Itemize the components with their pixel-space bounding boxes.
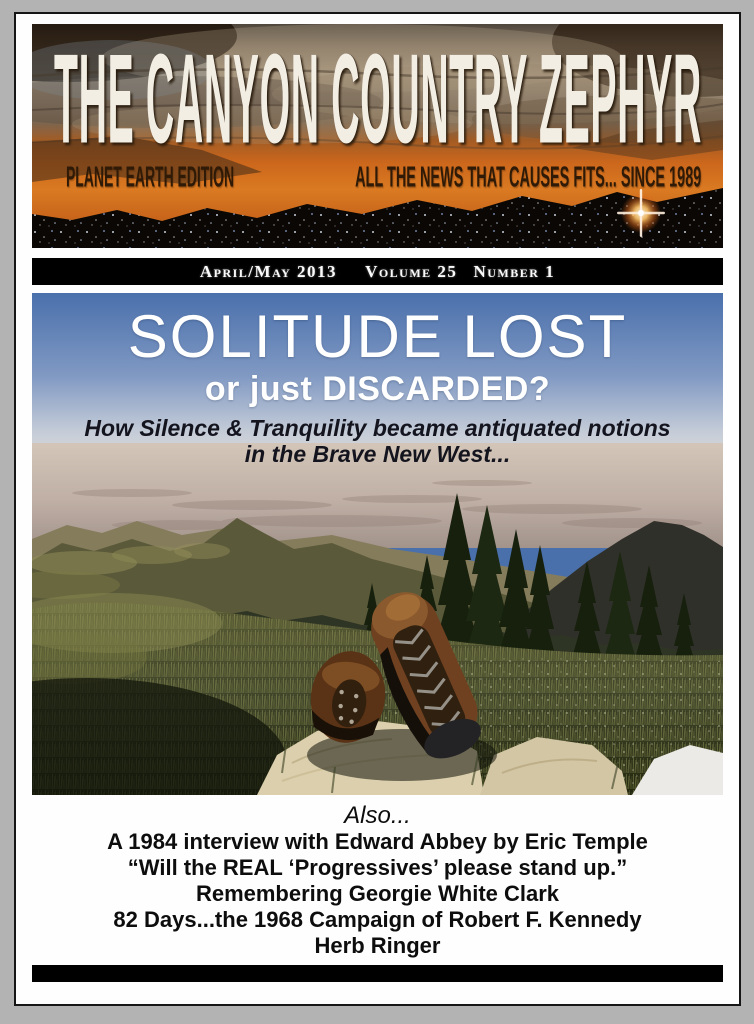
also-item: Herb Ringer	[314, 933, 441, 958]
masthead	[32, 24, 723, 248]
issue-volume: Volume 25	[365, 262, 458, 281]
also-item: A 1984 interview with Edward Abbey by Eric Temple	[107, 829, 648, 854]
bottom-rule-bar	[32, 965, 723, 982]
cover-dek-line2: in the Brave New West...	[244, 441, 511, 467]
masthead-title: THE CANYON COUNTRY ZEPHYR	[53, 29, 702, 172]
also-heading: Also...	[344, 802, 411, 829]
issue-bar	[32, 258, 723, 285]
also-item: 82 Days...the 1968 Campaign of Robert F. Kennedy	[113, 907, 642, 932]
cover-headline: SOLITUDE LOST	[127, 303, 628, 370]
cover-dek-line1: How Silence & Tranquility became antiquated notions	[84, 415, 671, 441]
cover-photo	[32, 293, 723, 795]
masthead-tagline-right: ALL THE NEWS THAT CAUSES FITS... SINCE 1989	[354, 162, 701, 194]
cover-dek	[32, 415, 723, 467]
also-item: Remembering Georgie White Clark	[195, 881, 560, 906]
issue-date: April/May 2013	[199, 262, 338, 281]
also-item: “Will the REAL ‘Progressives’ please stand up.”	[127, 855, 628, 880]
issue-number: Number 1	[473, 262, 556, 281]
also-section	[32, 802, 723, 959]
masthead-tagline-left: PLANET EARTH EDITION	[66, 162, 235, 194]
cover-subhead: or just DISCARDED?	[204, 370, 551, 408]
magazine-page	[14, 12, 741, 1006]
